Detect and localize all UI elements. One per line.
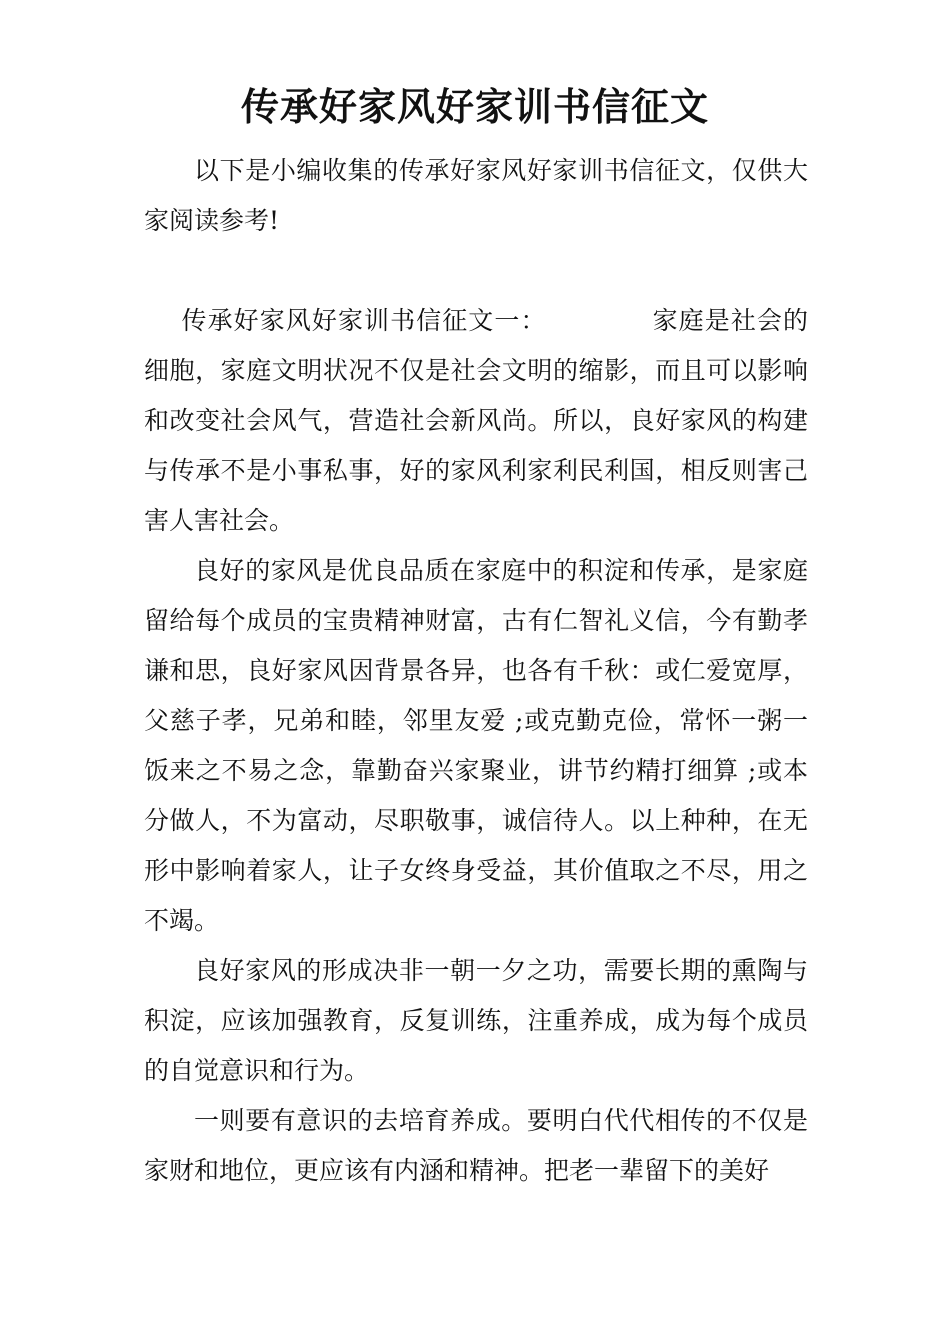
intro-paragraph: 以下是小编收集的传承好家风好家训书信征文，仅供大家阅读参考! <box>144 156 808 235</box>
section-one-heading: 传承好家风好家训书信征文一： <box>181 306 547 335</box>
document-body <box>144 146 808 1196</box>
body-paragraph-long-term-formation: 良好家风的形成决非一朝一夕之功，需要长期的熏陶与积淀，应该加强教育，反复训练，注重养成，成为每个成员的自觉意识和行为。 <box>144 956 808 1085</box>
section-one-paragraph <box>144 296 808 546</box>
body-paragraph-cultivation: 一则要有意识的去培育养成。要明白代代相传的不仅是家财和地位，更应该有内涵和精神。把老一辈留下的美好 <box>144 1106 808 1185</box>
document-title: 传承好家风好家训书信征文 <box>240 84 709 129</box>
paragraph-spacer <box>144 246 808 296</box>
body-paragraph-family-tradition: 良好的家风是优良品质在家庭中的积淀和传承，是家庭留给每个成员的宝贵精神财富，古有仁智礼义信，今有勤孝谦和思，良好家风因背景各异，也各有千秋：或仁爱宽厚，父慈子孝，兄弟和睦，邻里友爱 ;或克勤克俭，常怀一粥一饭来之不易之念，靠勤奋兴家聚业，讲节约精打细算 ;或本分做人，不为富动，尽职敬事，诚信待人。以上种种，在无形中影响着家人，让子女终身受益，其价值取之不尽，用之不竭。 <box>144 556 808 935</box>
section-one-text: 家庭是社会的细胞，家庭文明状况不仅是社会文明的缩影，而且可以影响和改变社会风气，营造社会新风尚。所以，良好家风的构建与传承不是小事私事，好的家风利家利民利国，相反则害己害人害社会。 <box>144 306 808 535</box>
